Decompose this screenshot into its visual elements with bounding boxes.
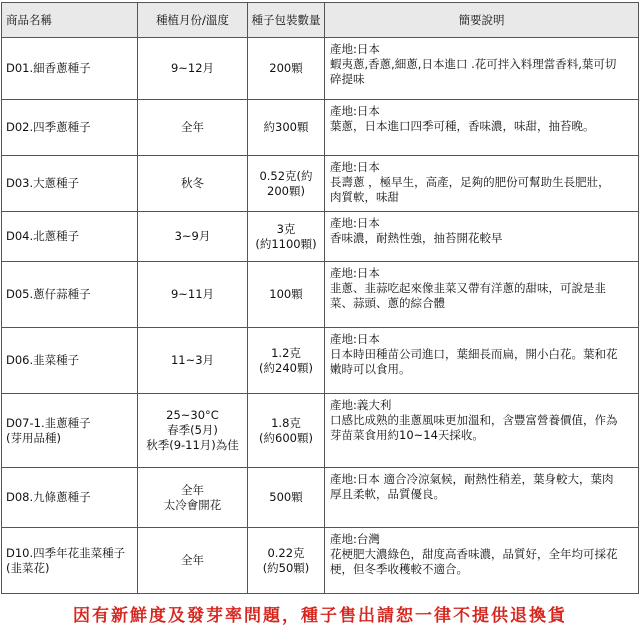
package-quantity-cell	[248, 394, 325, 468]
package-quantity-line: 0.22克	[267, 545, 305, 560]
description-line: 產地:日本	[330, 332, 380, 346]
description-cell	[325, 212, 639, 262]
description-line: 產地:台灣	[330, 532, 380, 546]
description-line: 產地:日本	[330, 266, 380, 280]
product-name-line: D05.蔥仔蒜種子	[6, 287, 91, 301]
description-line: 口感比成熟的韭蔥風味更加溫和，含豐富營養價值，作為	[330, 413, 618, 427]
package-quantity-cell	[248, 100, 325, 156]
product-name-line: (芽用品種)	[6, 430, 61, 445]
planting-month-cell	[138, 394, 248, 468]
package-quantity-cell	[248, 262, 325, 328]
product-name-line: D03.大蔥種子	[6, 176, 80, 190]
product-name-cell	[2, 212, 138, 262]
package-quantity-line: 200顆)	[267, 183, 305, 198]
description-line: 葉蔥，日本進口四季可種，香味濃，味甜，抽苔晚。	[330, 119, 595, 133]
description-line: 產地:義大利	[330, 398, 392, 412]
description-line: 嫩時可以食用。	[330, 362, 411, 376]
product-name-line: D10.四季年花韭菜種子	[6, 545, 126, 560]
planting-month-line: 全年	[181, 553, 204, 567]
planting-month-cell	[138, 100, 248, 156]
description-line: 產地:日本	[330, 160, 380, 174]
planting-month-line: 秋冬	[181, 176, 204, 190]
description-cell	[325, 468, 639, 528]
description-line: 梗，但冬季收穫較不適合。	[330, 562, 468, 576]
table-row	[2, 328, 639, 394]
description-line: 產地:日本	[330, 216, 380, 230]
package-quantity-cell	[248, 38, 325, 100]
planting-month-cell	[138, 262, 248, 328]
package-quantity-cell	[248, 328, 325, 394]
package-quantity-line: 100顆	[269, 287, 303, 301]
description-cell	[325, 394, 639, 468]
planting-month-line: 全年	[181, 120, 204, 134]
table-row	[2, 156, 639, 212]
product-name-cell	[2, 394, 138, 468]
package-quantity-line: 200顆	[269, 61, 303, 75]
description-cell	[325, 156, 639, 212]
product-name-cell	[2, 528, 138, 594]
product-name-line: D01.細香蔥種子	[6, 61, 91, 75]
table-row	[2, 528, 639, 594]
product-name-cell	[2, 38, 138, 100]
product-name-line: D08.九條蔥種子	[6, 490, 91, 504]
description-line: 蝦夷蔥,香蔥,細蔥,日本進口 .花可拌入料理當香料,葉可切	[330, 57, 617, 71]
product-name-line: D07-1.韭蔥種子	[6, 415, 91, 430]
description-line: 厚且柔軟，品質優良。	[330, 487, 445, 501]
description-line: 產地:日本 適合冷涼氣候，耐熱性稍差，葉身較大，葉肉	[330, 472, 614, 486]
product-name-cell	[2, 156, 138, 212]
planting-month-cell	[138, 468, 248, 528]
planting-month-line: 全年	[181, 482, 204, 497]
description-line: 花梗肥大濃綠色，甜度高香味濃，品質好，全年均可採花	[330, 547, 618, 561]
product-name-cell	[2, 100, 138, 156]
planting-month-cell	[138, 156, 248, 212]
package-quantity-line: 約300顆	[263, 120, 309, 134]
package-quantity-line: (約50顆)	[262, 560, 310, 575]
product-name-cell	[2, 328, 138, 394]
product-name-line: (韭菜花)	[6, 560, 50, 575]
description-line: 長壽蔥 ，極早生，高產，足夠的肥份可幫助生長肥壯，	[330, 175, 610, 189]
no-return-notice: 因有新鮮度及發芽率問題，種子售出請恕一律不提供退換貨	[73, 606, 567, 626]
planting-month-line: 太冷會開花	[163, 497, 222, 512]
product-name-line: D06.韭菜種子	[6, 353, 80, 367]
package-quantity-line: 3克	[276, 221, 296, 236]
package-quantity-line: (約600顆)	[259, 430, 313, 445]
package-quantity-line: 1.8克	[271, 415, 301, 430]
description-cell	[325, 100, 639, 156]
description-line: 產地:日本	[330, 104, 380, 118]
table-row	[2, 262, 639, 328]
product-name-cell	[2, 468, 138, 528]
package-quantity-line: 0.52克(約	[259, 168, 313, 183]
table-row	[2, 212, 639, 262]
product-name-line: D02.四季蔥種子	[6, 120, 91, 134]
package-quantity-cell	[248, 156, 325, 212]
planting-month-line: 9~11月	[170, 287, 215, 301]
table-row	[2, 468, 639, 528]
description-cell	[325, 528, 639, 594]
description-cell	[325, 328, 639, 394]
description-line: 產地:日本	[330, 42, 380, 56]
description-line: 日本時田種苗公司進口，葉細長而扁，開小白花。葉和花	[330, 347, 618, 361]
planting-month-line: 11~3月	[170, 353, 215, 367]
seed-product-table	[1, 2, 639, 594]
table-row	[2, 394, 639, 468]
planting-month-line: 25~30°C	[166, 408, 219, 422]
planting-month-line: 9~12月	[170, 61, 215, 75]
planting-month-cell	[138, 212, 248, 262]
planting-month-line: 春季(5月)	[167, 423, 218, 437]
planting-month-cell	[138, 38, 248, 100]
package-quantity-line: (約1100顆)	[255, 236, 317, 251]
table-header-row	[2, 3, 639, 38]
description-line: 肉質軟，味甜	[330, 190, 399, 204]
planting-month-line: 3~9月	[174, 229, 211, 243]
planting-month-cell	[138, 528, 248, 594]
product-name-line: D04.北蔥種子	[6, 229, 80, 243]
description-line: 碎提味	[330, 72, 365, 86]
header-product-name: 商品名稱	[2, 3, 138, 38]
package-quantity-line: 500顆	[269, 490, 303, 504]
description-line: 香味濃，耐熱性強，抽苔開花較早	[330, 231, 503, 245]
product-name-cell	[2, 262, 138, 328]
header-package-quantity: 種子包裝數量	[248, 3, 325, 38]
package-quantity-cell	[248, 468, 325, 528]
package-quantity-cell	[248, 212, 325, 262]
description-line: 韭蔥、韭蒜吃起來像韭菜又帶有洋蔥的甜味，可說是韭	[330, 281, 606, 295]
table-row	[2, 38, 639, 100]
package-quantity-cell	[248, 528, 325, 594]
description-cell	[325, 262, 639, 328]
header-description: 簡要說明	[325, 3, 639, 38]
description-line: 菜、蒜頭、蔥的綜合體	[330, 296, 445, 310]
table-row	[2, 100, 639, 156]
package-quantity-line: 1.2克	[271, 345, 301, 360]
description-cell	[325, 38, 639, 100]
header-planting-month: 種植月份/溫度	[138, 3, 248, 38]
planting-month-line: 秋季(9-11月)為佳	[146, 438, 239, 452]
package-quantity-line: (約240顆)	[259, 360, 313, 375]
description-line: 芽苗菜食用約10~14天採收。	[330, 428, 484, 442]
planting-month-cell	[138, 328, 248, 394]
